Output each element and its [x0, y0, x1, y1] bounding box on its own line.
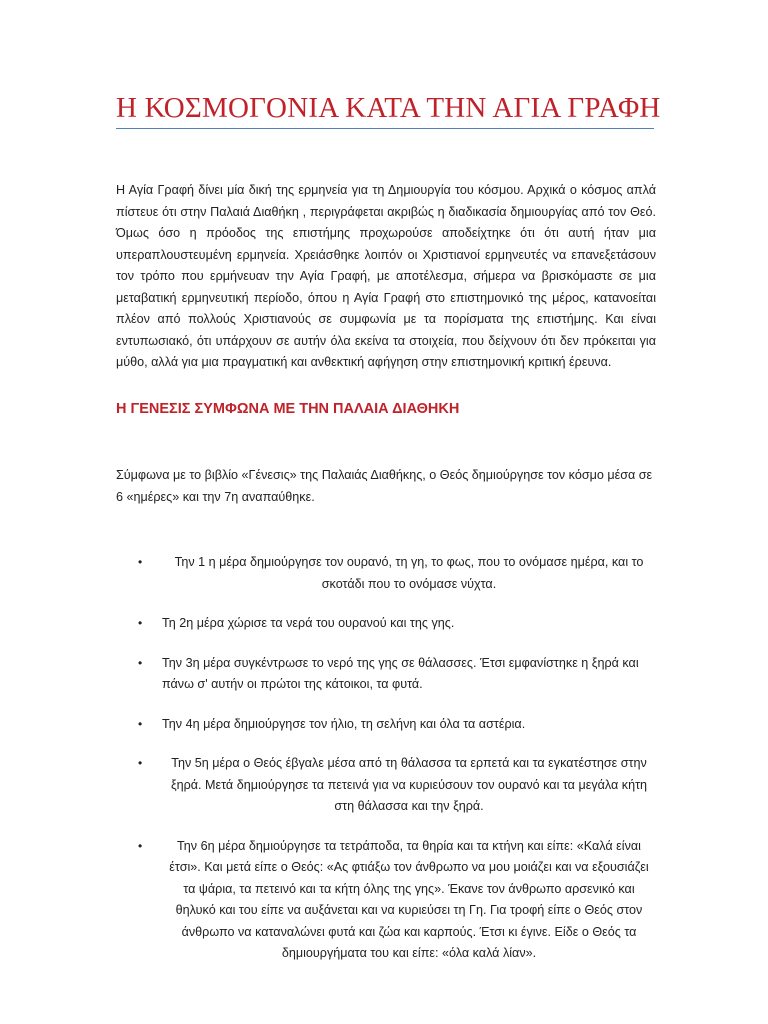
bullet-icon: •	[138, 655, 143, 670]
creation-days-list	[116, 552, 656, 965]
day-3-text: Την 3η μέρα συγκέντρωσε το νερό της γης σε θάλασσες. Έτσι εμφανίστηκε η ξηρά και πάνω σ' αυτήν οι πρώτοι της κάτοικοι, τα φυτά.	[162, 655, 639, 691]
day-5-text: Την 5η μέρα ο Θεός έβγαλε μέσα από τη θάλασσα τα ερπετά και τα εγκατέστησε στην ξηρά. Μετά δημιούργησε τα πετεινά για να κυριεύσουν τον ουρανό και τα μεγάλα κήτη στη θάλασσα και την ξηρά.	[170, 756, 648, 813]
list-item	[116, 714, 656, 736]
document-title: Η ΚΟΣΜΟΓΟΝΙΑ ΚΑΤΑ ΤΗΝ ΑΓΙΑ ΓΡΑΦΗ	[116, 92, 661, 124]
day-4-text: Την 4η μέρα δημιούργησε τον ήλιο, τη σελήνη και όλα τα αστέρια.	[162, 716, 526, 731]
day-1-text: Την 1 η μέρα δημιούργησε τον ουρανό, τη γη, το φως, που το ονόμασε ημέρα, και το σκοτάδι που το ονόμασε νύχτα.	[174, 555, 644, 591]
title-underline	[116, 128, 654, 129]
bullet-icon: •	[138, 756, 143, 770]
list-item	[116, 653, 656, 696]
bullet-icon: •	[138, 716, 143, 731]
section-heading: Η ΓΕΝΕΣΙΣ ΣΥΜΦΩΝΑ ΜΕ ΤΗΝ ΠΑΛΑΙΑ ΔΙΑΘΗΚΗ	[116, 401, 460, 417]
list-item	[116, 753, 656, 818]
day-2-text: Τη 2η μέρα χώρισε τα νερά του ουρανού και της γης.	[162, 616, 455, 630]
list-item	[116, 613, 656, 635]
intro-paragraph: Η Αγία Γραφή δίνει μία δική της ερμηνεία για τη Δημιουργία του κόσμου. Αρχικά ο κόσμος απλά πίστευε ότι στην Παλαιά Διαθήκη , περιγράφεται ακριβώς η διαδικασία δημιουργίας από τον Θεό. Όμως όσο η πρόοδος της επιστήμης προχωρούσε αποδείχτηκε ότι ότι αυτή ήταν μια υπεραπλουστευμένη ερμηνεία. Χρειάσθηκε λοιπόν οι Χριστιανοί ερμηνευτές να επανεξετάσουν τον τρόπο που ερμήνευαν την Αγία Γραφή, με αποτέλεσμα, σήμερα να βρισκόμαστε σε μια μεταβατική ερμηνευτική περίοδο, όπου η Αγία Γραφή στο επιστημονικό της μέρος, κατανοείται πλέον από πολλούς Χριστιανούς σε συμφωνία με τα πορίσματα της επιστήμης. Και είναι εντυπωσιακό, ότι υπάρχουν σε αυτήν όλα εκείνα τα στοιχεία, που δείχνουν ότι δεν πρόκειται για μύθο, αλλά για μια πραγματική και ανθεκτική αφήγηση στην επιστημονική κριτική έρευνα.	[116, 183, 656, 369]
list-item	[116, 552, 656, 595]
bullet-icon: •	[138, 555, 143, 569]
day-6-text: Την 6η μέρα δημιούργησε τα τετράποδα, τα θηρία και τα κτήνη και είπε: «Καλά είναι έτσι». Και μετά είπε ο Θεός: «Ας φτιάξω τον άνθρωπο να μου μοιάζει και να εξουσιάζει τα ψάρια, τα πετεινό και τα κήτη όλης της γης». Έκανε τον άνθρωπο αρσενικό και θηλυκό και του είπε να αυξάνεται και να κυριεύσει τη Γη. Για τροφή είπε ο Θεός στον άνθρωπο να καταναλώνει φυτά και ζώα και καρπούς. Έτσι κι έγινε. Είδε ο Θεός τα δημιουργήματα του και είπε: «όλα καλά λίαν».	[169, 838, 649, 960]
section-intro: Σύμφωνα με το βιβλίο «Γένεσις» της Παλαιάς Διαθήκης, ο Θεός δημιούργησε τον κόσμο μέσα σε 6 «ημέρες» και την 7η αναπαύθηκε.	[116, 468, 653, 504]
bullet-icon: •	[138, 616, 143, 630]
bullet-icon: •	[138, 838, 143, 853]
list-item	[116, 836, 656, 965]
